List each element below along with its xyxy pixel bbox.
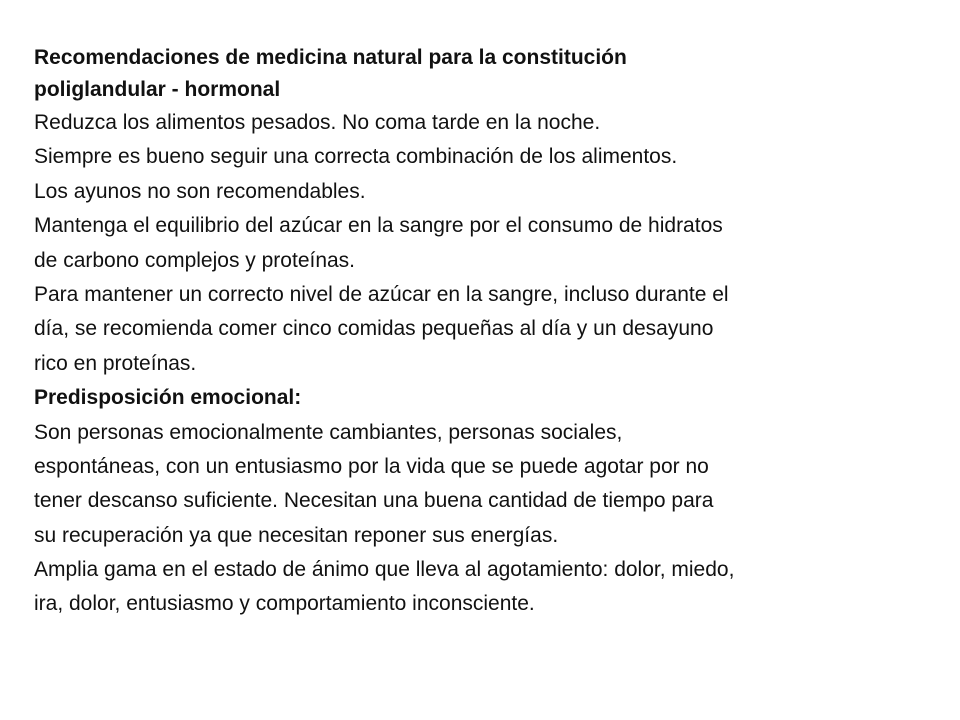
emotional-line: su recuperación ya que necesitan reponer sus energías. bbox=[34, 523, 559, 547]
recommendation-line: Siempre es bueno seguir una correcta combinación de los alimentos. bbox=[34, 145, 678, 169]
recommendation-line: Los ayunos no son recomendables. bbox=[34, 179, 366, 203]
emotional-line: Son personas emocionalmente cambiantes, personas sociales, bbox=[34, 420, 623, 444]
recommendation-line: Reduzca los alimentos pesados. No coma tarde en la noche. bbox=[34, 111, 601, 134]
emotional-line: tener descanso suficiente. Necesitan una buena cantidad de tiempo para bbox=[34, 489, 714, 513]
section-heading: Predisposición emocional: bbox=[34, 386, 302, 410]
title-line-1: Recomendaciones de medicina natural para la constitución bbox=[34, 46, 627, 69]
recommendation-line: de carbono complejos y proteínas. bbox=[34, 248, 356, 272]
emotional-line: Amplia gama en el estado de ánimo que lleva al agotamiento: dolor, miedo, bbox=[34, 558, 735, 582]
recommendation-line: Para mantener un correcto nivel de azúcar en la sangre, incluso durante el bbox=[34, 282, 729, 306]
emotional-line: espontáneas, con un entusiasmo por la vida que se puede agotar por no bbox=[34, 454, 709, 478]
recommendation-line: día, se recomienda comer cinco comidas pequeñas al día y un desayuno bbox=[34, 317, 714, 341]
title-line-2: poliglandular - hormonal bbox=[34, 78, 281, 101]
recommendation-line: Mantenga el equilibrio del azúcar en la sangre por el consumo de hidratos bbox=[34, 214, 723, 238]
recommendation-line: rico en proteínas. bbox=[34, 351, 197, 375]
text-body bbox=[34, 42, 934, 622]
emotional-line: ira, dolor, entusiasmo y comportamiento inconsciente. bbox=[34, 592, 535, 616]
